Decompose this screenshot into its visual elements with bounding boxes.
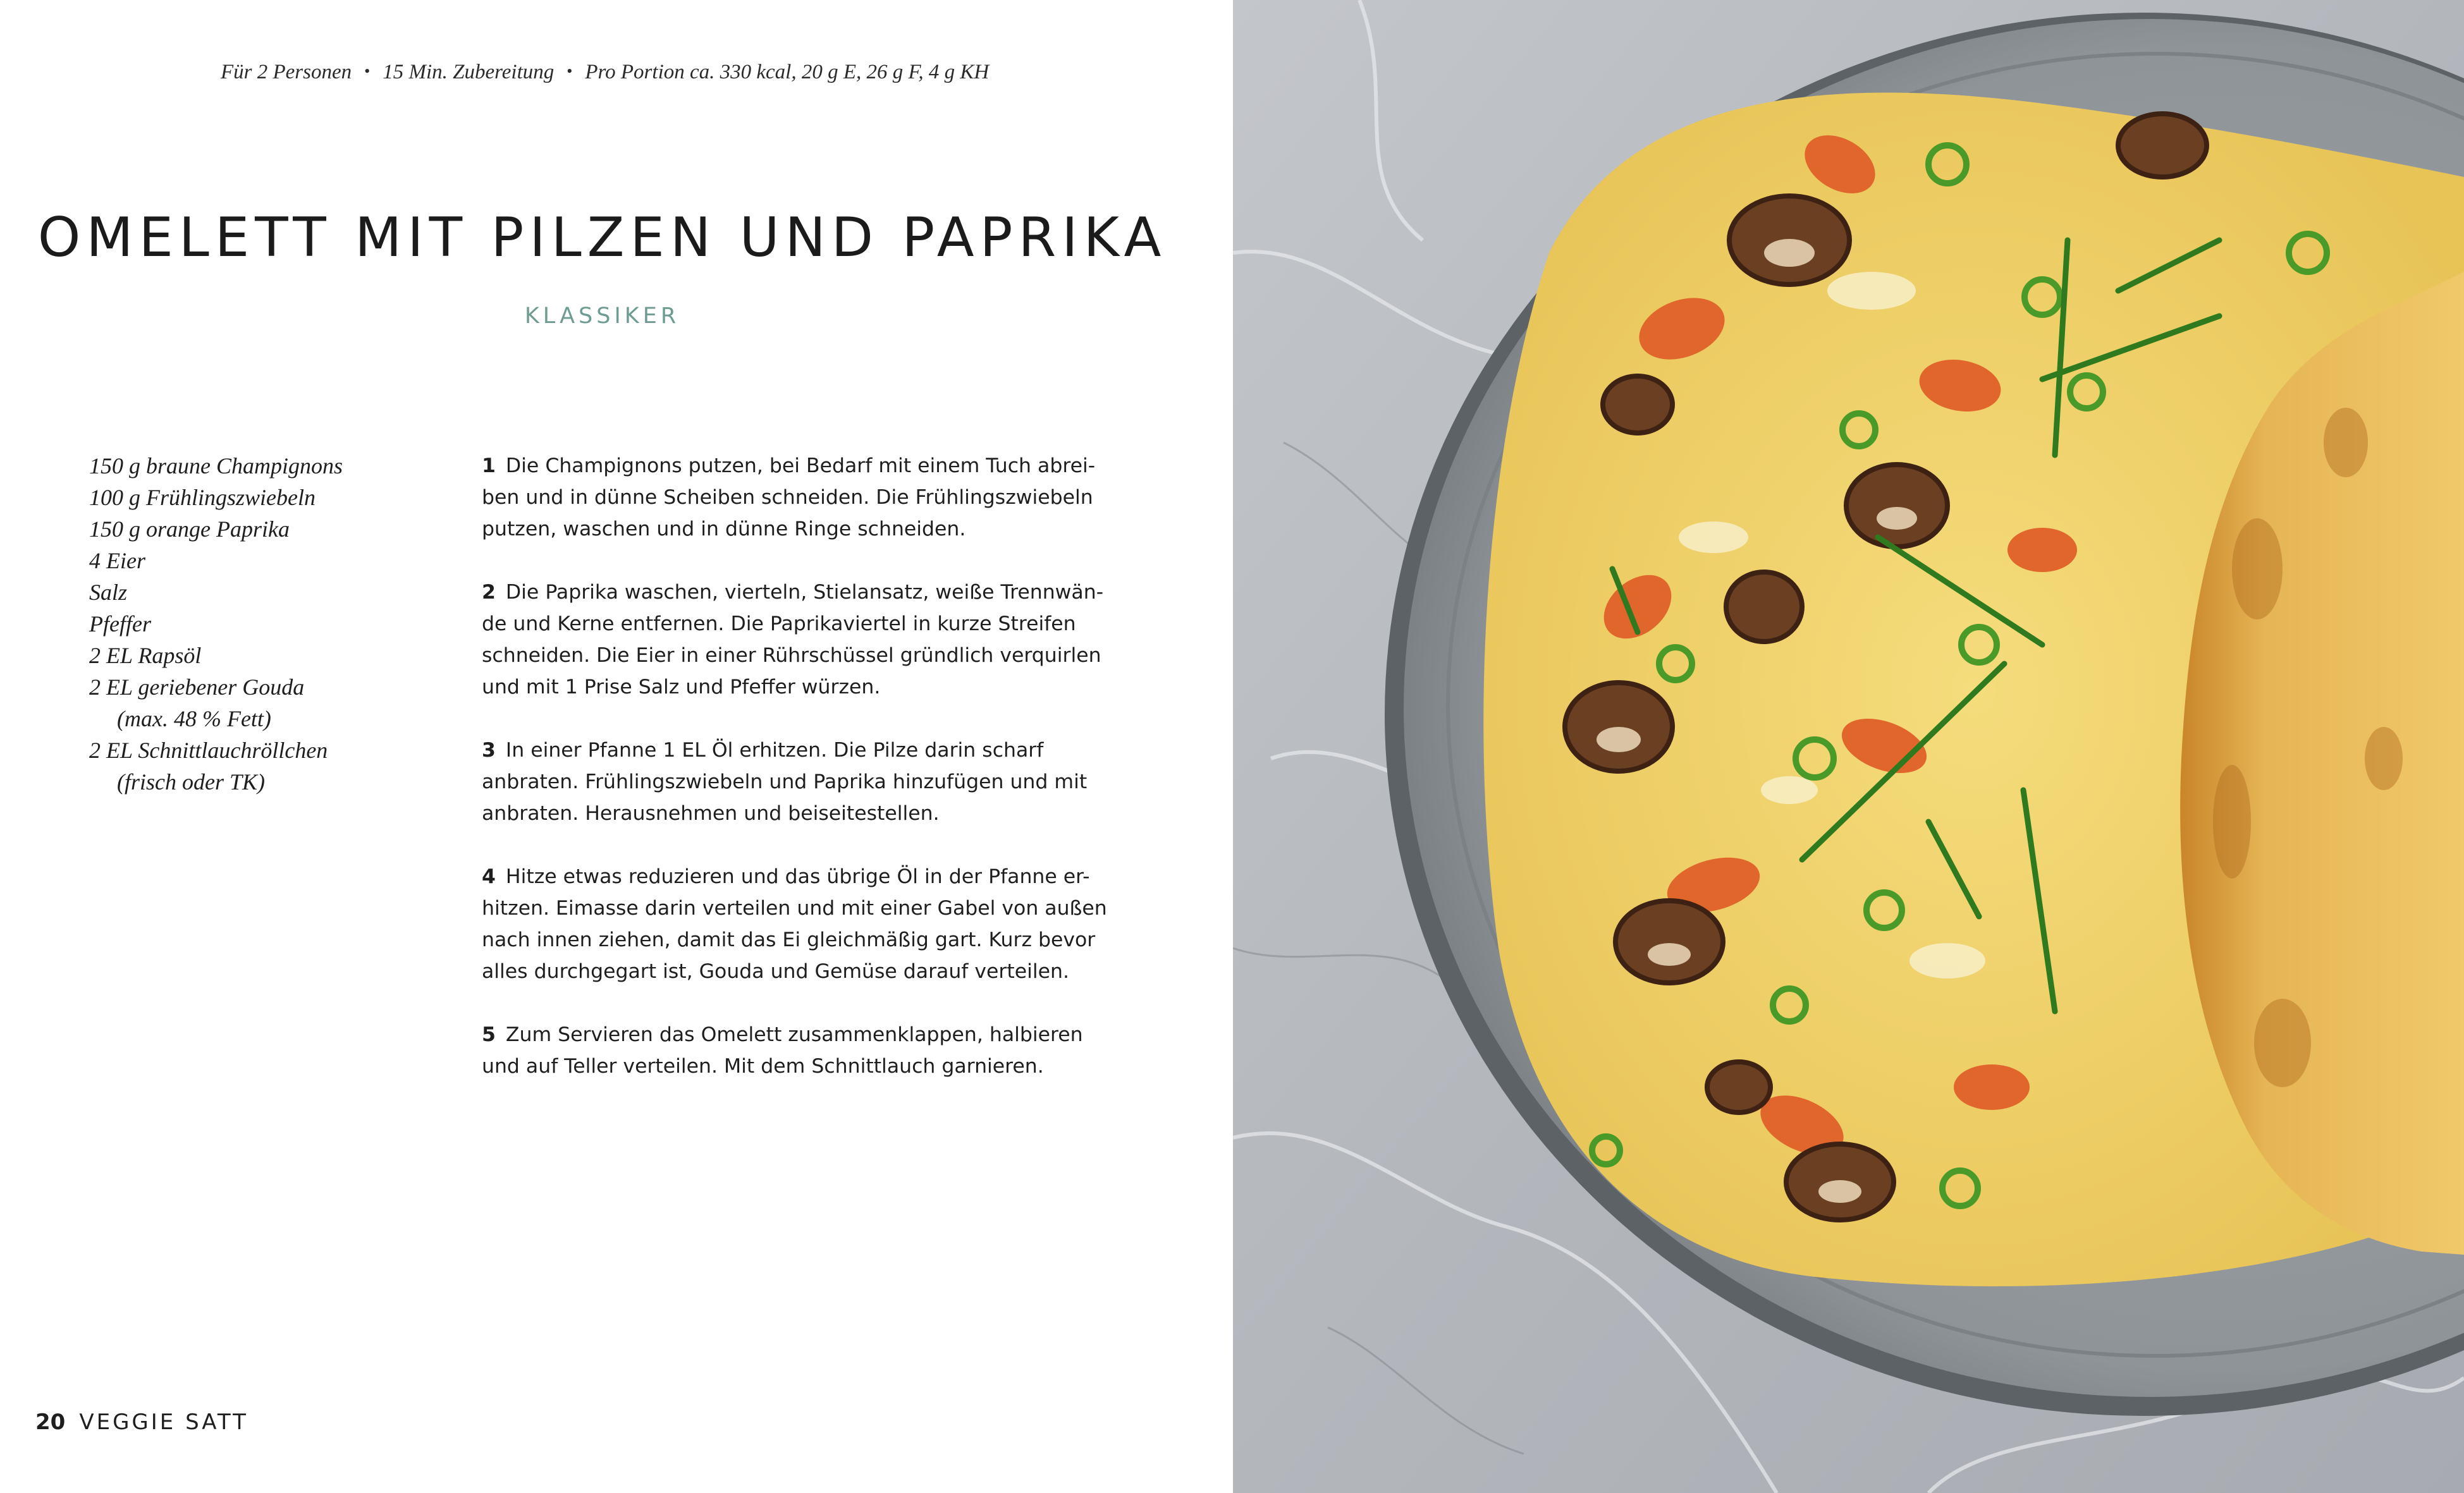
ingredient-item: Salz <box>89 580 128 605</box>
omelette-illustration <box>1233 0 2464 1493</box>
step-text-line: und auf Teller verteilen. Mit dem Schnittlauch garnieren. <box>482 1055 1044 1078</box>
step-text-line: Hitze etwas reduzieren und das übrige Öl in der Pfanne er- <box>505 865 1090 888</box>
step-text-line: anbraten. Frühlingszwiebeln und Paprika hinzufügen und mit <box>482 771 1088 793</box>
ingredient-list <box>89 450 443 798</box>
step-text-line: putzen, waschen und in dünne Ringe schneiden. <box>482 518 966 540</box>
bullet-separator: • <box>364 62 371 80</box>
step-number: 1 <box>482 454 496 477</box>
step-text-line: In einer Pfanne 1 EL Öl erhitzen. Die Pilze darin scharf <box>505 739 1044 762</box>
step-text-line: Die Paprika waschen, vierteln, Stielansatz, weiße Trennwän- <box>505 581 1104 604</box>
step-2 <box>482 576 1114 703</box>
ingredient-note: (max. 48 % Fett) <box>117 706 271 731</box>
page-footer <box>35 1410 248 1435</box>
step-4 <box>482 861 1114 987</box>
omelette-photo <box>1233 0 2464 1493</box>
nutrition-info: Pro Portion ca. 330 kcal, 20 g E, 26 g F, 4 g KH <box>585 61 990 83</box>
bullet-separator: • <box>567 62 573 80</box>
recipe-category: KLASSIKER <box>524 303 680 329</box>
step-3 <box>482 734 1114 829</box>
step-5 <box>482 1019 1114 1082</box>
ingredient-item: 100 g Frühlingszwiebeln <box>89 485 316 510</box>
ingredient-item: 2 EL geriebener Gouda <box>89 674 305 700</box>
ingredient-note: (frisch oder TK) <box>117 769 265 795</box>
step-text-line: schneiden. Die Eier in einer Rührschüssel gründlich verquirlen <box>482 644 1101 667</box>
ingredient-item: Pfeffer <box>89 611 151 637</box>
ingredient-item: 150 g braune Champignons <box>89 453 343 478</box>
step-number: 3 <box>482 739 496 762</box>
chapter-title: VEGGIE SATT <box>79 1410 248 1435</box>
step-number: 5 <box>482 1023 496 1046</box>
ingredient-item: 150 g orange Paprika <box>89 516 290 542</box>
step-number: 4 <box>482 865 496 888</box>
step-1 <box>482 450 1114 545</box>
step-text-line: nach innen ziehen, damit das Ei gleichmäßig gart. Kurz bevor <box>482 929 1096 951</box>
recipe-meta <box>221 61 1169 84</box>
step-text-line: anbraten. Herausnehmen und beiseitestellen. <box>482 802 940 825</box>
recipe-title: OMELETT MIT PILZEN UND PAPRIKA <box>37 206 1167 269</box>
ingredient-item: 4 Eier <box>89 548 145 573</box>
page-number: 20 <box>35 1410 66 1435</box>
step-text-line: de und Kerne entfernen. Die Paprikaviertel in kurze Streifen <box>482 612 1076 635</box>
prep-time: 15 Min. Zubereitung <box>383 61 555 83</box>
step-text-line: alles durchgegart ist, Gouda und Gemüse darauf verteilen. <box>482 960 1069 983</box>
step-text-line: ben und in dünne Scheiben schneiden. Die Frühlingszwiebeln <box>482 486 1093 509</box>
instruction-steps <box>482 450 1114 1114</box>
step-text-line: Die Champignons putzen, bei Bedarf mit einem Tuch abrei- <box>505 454 1096 477</box>
ingredient-item: 2 EL Rapsöl <box>89 643 202 668</box>
step-text-line: und mit 1 Prise Salz und Pfeffer würzen. <box>482 676 881 698</box>
servings: Für 2 Personen <box>221 61 352 83</box>
step-text-line: Zum Servieren das Omelett zusammenklappen, halbieren <box>505 1023 1083 1046</box>
step-text-line: hitzen. Eimasse darin verteilen und mit einer Gabel von außen <box>482 897 1107 920</box>
ingredient-item: 2 EL Schnittlauchröllchen <box>89 738 328 763</box>
step-number: 2 <box>482 581 496 604</box>
